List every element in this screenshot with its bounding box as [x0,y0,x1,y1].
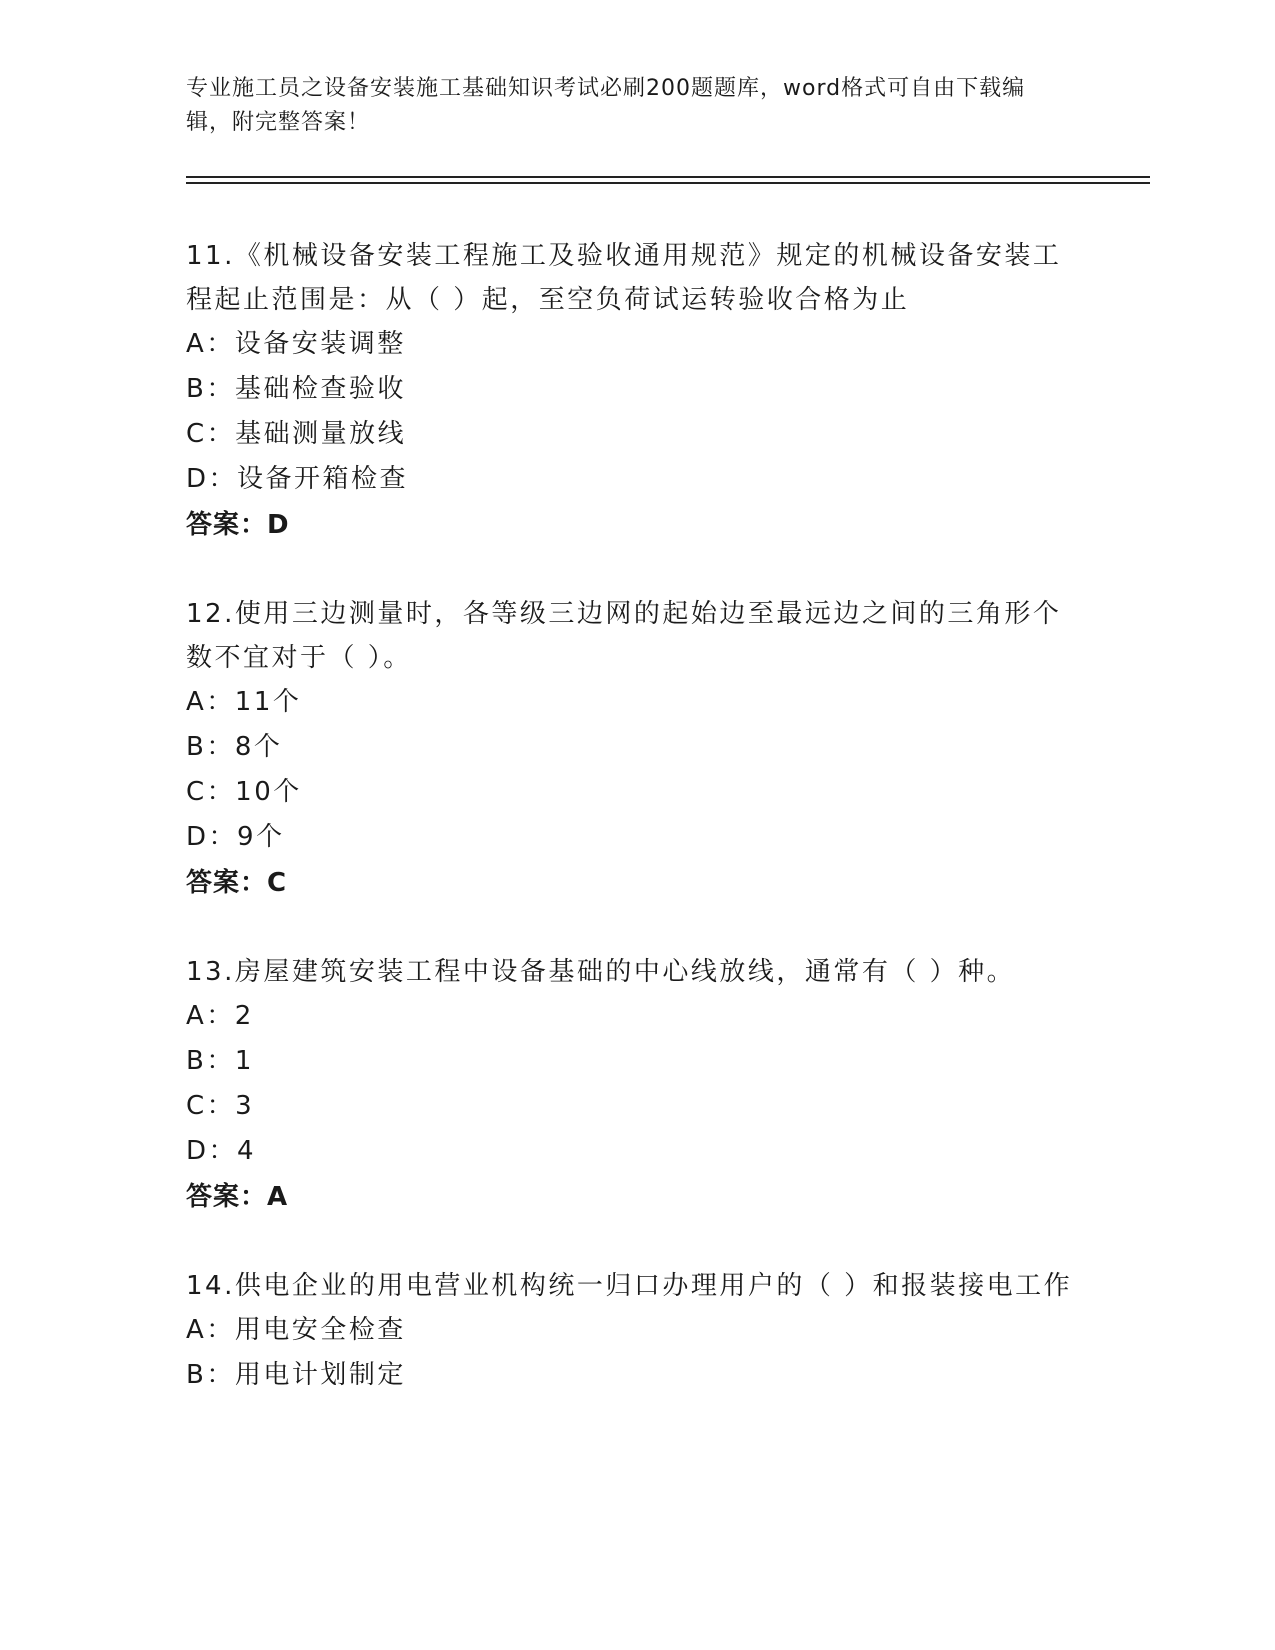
header-rule-top [186,176,1150,178]
option-b: B：8个 [186,732,283,762]
option-d: D：4 [186,1136,257,1166]
question-14 [186,1264,1086,1398]
option-c: C：10个 [186,777,302,807]
question-list [186,234,1086,1442]
question-text: 13.房屋建筑安装工程中设备基础的中心线放线，通常有（ ）种。 [186,957,1016,987]
option-c: C：3 [186,1091,255,1121]
header-rule-bottom [186,182,1150,184]
option-d: D：9个 [186,822,285,852]
option-c: C：基础测量放线 [186,419,407,449]
option-a: A：用电安全检查 [186,1315,406,1345]
option-d: D：设备开箱检查 [186,464,409,494]
option-b: B：用电计划制定 [186,1360,406,1390]
option-a: A：设备安装调整 [186,329,406,359]
document-header: 专业施工员之设备安装施工基础知识考试必刷200题题库，word格式可自由下载编辑，附完整答案！ [186,76,1026,135]
question-12 [186,592,1086,906]
question-text: 14.供电企业的用电营业机构统一归口办理用户的（ ）和报装接电工作 [186,1271,1073,1301]
answer: 答案：A [186,1182,289,1212]
question-text: 12.使用三边测量时，各等级三边网的起始边至最远边之间的三角形个数不宜对于（ ）。 [186,599,1062,673]
option-a: A：2 [186,1001,254,1031]
answer: 答案：D [186,510,290,540]
answer: 答案：C [186,868,288,898]
question-13 [186,950,1086,1220]
option-b: B：1 [186,1046,254,1076]
question-text: 11.《机械设备安装工程施工及验收通用规范》规定的机械设备安装工程起止范围是：从（ ）起，至空负荷试运转验收合格为止 [186,241,1062,315]
option-a: A：11个 [186,687,302,717]
option-b: B：基础检查验收 [186,374,406,404]
question-11 [186,234,1086,548]
